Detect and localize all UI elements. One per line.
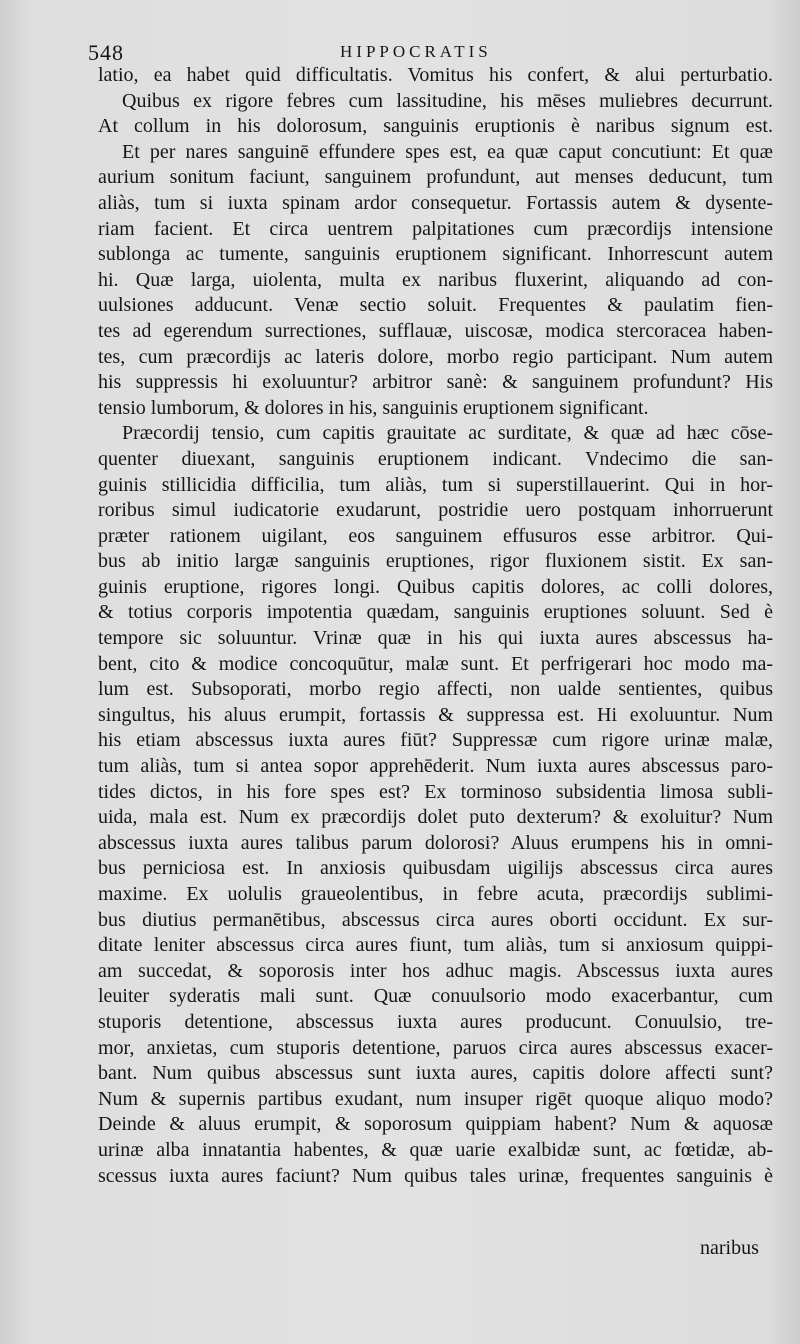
catchword: naribus — [700, 1237, 759, 1259]
text-line: bant. Num quibus abscessus sunt iuxta aures, capitis dolore affecti sunt? — [98, 1062, 773, 1085]
text-line: urinæ alba innatantia habentes, & quæ uarie exalbidæ sunt, ac fœtidæ, ab- — [98, 1138, 773, 1161]
text-line: bus diutius permanētibus, abscessus circa aures oborti occidunt. Ex sur- — [98, 908, 773, 931]
text-line: aliàs, tum si iuxta spinam ardor consequetur. Fortassis autem & dysente- — [98, 191, 773, 214]
text-line: hi. Quæ larga, uiolenta, multa ex naribus fluxerint, aliquando ad con- — [98, 268, 773, 291]
text-block — [98, 63, 773, 1283]
text-line: singultus, his aluus erumpit, fortassis & suppressa est. Hi exoluuntur. Num — [98, 703, 773, 726]
text-line: At collum in his dolorosum, sanguinis eruptionis è naribus signum est. — [98, 115, 773, 138]
text-line: Præcordij tensio, cum capitis grauitate ac surditate, & quæ ad hæc cōse- — [122, 422, 773, 445]
text-line: scessus iuxta aures faciunt? Num quibus tales urinæ, frequentes sanguinis è — [98, 1164, 773, 1187]
text-line: riam facient. Et circa uentrem palpitationes cum præcordijs intensione — [98, 217, 773, 240]
text-line: his suppressis hi exoluuntur? arbitror sanè: & sanguinem profundunt? His — [98, 371, 773, 394]
text-line: leuiter syderatis mali sunt. Quæ conuulsorio modo exacerbantur, cum — [98, 985, 773, 1008]
text-line: tensio lumborum, & dolores in his, sanguinis eruptionem significant. — [98, 396, 649, 419]
text-line: bus perniciosa est. In anxiosis quibusdam uigilijs abscessus circa aures — [98, 857, 773, 880]
text-line: tempore sic soluuntur. Vrinæ quæ in his qui iuxta aures abscessus ha- — [98, 627, 773, 650]
text-line: guinis stillicidia difficilia, tum aliàs, tum si superstillauerint. Qui in hor- — [98, 473, 773, 496]
text-line: tes, cum præcordijs ac lateris dolore, morbo regio participant. Num autem — [98, 345, 773, 368]
text-line: bent, cito & modice concoquūtur, malæ sunt. Et perfrigerari hoc modo ma- — [98, 652, 773, 675]
text-line: Num & supernis partibus exudant, num insuper rigēt quoque aliquo modo? — [98, 1087, 773, 1110]
text-line: maxime. Ex uolulis graueolentibus, in febre acuta, præcordijs sublimi- — [98, 883, 773, 905]
text-line: Et per nares sanguinē effundere spes est, ea quæ caput concutiunt: Et quæ — [122, 140, 773, 163]
text-line: tum aliàs, tum si antea sopor apprehēderit. Num iuxta aures abscessus paro- — [98, 755, 773, 778]
text-line: abscessus iuxta aures talibus parum dolorosi? Aluus erumpens his in omni- — [98, 831, 773, 854]
text-line: sublonga ac tumente, sanguinis eruptionem significant. Inhorrescunt autem — [98, 243, 773, 266]
text-line: latio, ea habet quid difficultatis. Vomitus his confert, & alui perturbatio. — [98, 64, 773, 86]
text-line: roribus simul iudicatorie exudarunt, postridie uero postquam inhorruerunt — [98, 499, 773, 522]
page-number: 548 — [88, 40, 124, 65]
text-line: mor, anxietas, cum stuporis detentione, paruos circa aures abscessus exacer- — [98, 1036, 773, 1059]
text-line: Quibus ex rigore febres cum lassitudine, his mēses muliebres decurrunt. — [122, 89, 773, 112]
running-title: HIPPOCRATIS — [340, 42, 492, 61]
text-line: præter rationem uigilant, eos sanguinem effusuros esse arbitror. Qui- — [98, 524, 773, 547]
text-line: quenter diuexant, sanguinis eruptionem indicant. Vndecimo die san- — [98, 447, 773, 470]
text-line: & totius corporis impotentia quædam, sanguinis eruptiones soluunt. Sed è — [98, 601, 773, 624]
text-line: ditate leniter abscessus circa aures fiunt, tum aliàs, tum si anxiosum quippi- — [98, 934, 773, 957]
text-line: uulsiones adducunt. Venæ sectio soluit. Frequentes & paulatim fien- — [98, 294, 773, 317]
text-line: aurium sonitum faciunt, sanguinem profundunt, aut menses deducunt, tum — [98, 166, 773, 189]
text-line: Deinde & aluus erumpit, & soporosum quippiam habent? Num & aquosæ — [98, 1113, 773, 1136]
text-line: uida, mala est. Num ex præcordijs dolet puto dexterum? & exoluitur? Num — [98, 806, 773, 829]
text-line: stuporis detentione, abscessus iuxta aures producunt. Conuulsio, tre- — [98, 1010, 773, 1033]
text-line: am succedat, & soporosis inter hos adhuc magis. Abscessus iuxta aures — [98, 959, 773, 982]
text-line: bus ab initio largæ sanguinis eruptiones, rigor fluxionem sistit. Ex san- — [98, 550, 773, 573]
text-line: lum est. Subsoporati, morbo regio affecti, non ualde sentientes, quibus — [98, 678, 773, 701]
text-line: tides dictos, in his fore spes est? Ex torminoso subsidentia limosa subli- — [98, 780, 773, 803]
text-line: tes ad egerendum surrectiones, sufflauæ, uiscosæ, modica stercoracea haben- — [98, 319, 773, 342]
text-line: his etiam abscessus iuxta aures fiūt? Suppressæ cum rigore urinæ malæ, — [98, 729, 773, 752]
text-line: guinis eruptione, rigores longi. Quibus capitis dolores, ac colli dolores, — [98, 575, 773, 598]
